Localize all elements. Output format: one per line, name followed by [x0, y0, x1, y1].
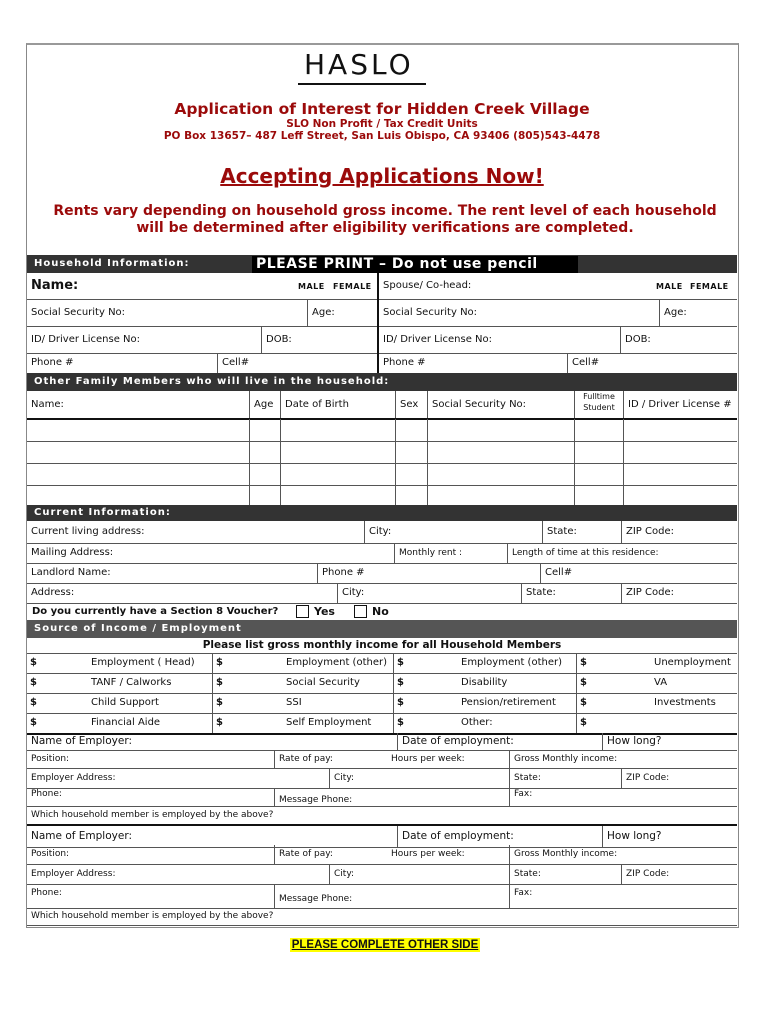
- household-member-employed-field-2-label: Which household member is employed by the above?: [31, 911, 274, 921]
- living-address-field-label: Current living address:: [31, 526, 145, 537]
- form-title: Application of Interest for Hidden Creek Village: [174, 100, 590, 118]
- dob-field-label: DOB:: [266, 334, 292, 345]
- mailing-address-field-label: Mailing Address:: [31, 547, 114, 558]
- employer-state-field-2[interactable]: [510, 864, 622, 884]
- currency-sign: $: [216, 697, 223, 708]
- family-row-2-cell-3[interactable]: [396, 441, 428, 463]
- footer: [0, 933, 770, 952]
- family-row-4-cell-4[interactable]: [428, 485, 575, 505]
- spouse-ssn-field[interactable]: [379, 299, 660, 326]
- spouse-age-field-label: Age:: [664, 307, 687, 318]
- employer-address-row-2: [27, 864, 737, 885]
- family-row-3-cell-3[interactable]: [396, 463, 428, 485]
- family-col-3-label: Sex: [400, 399, 419, 410]
- family-col-3[interactable]: [396, 391, 428, 418]
- male-option-head: MALE: [298, 282, 325, 291]
- monthly-rent-field-label: Monthly rent :: [399, 548, 463, 558]
- income-source-label: Unemployment: [654, 657, 731, 668]
- dob-field[interactable]: [262, 326, 379, 353]
- household-member-employed-field-1-label: Which household member is employed by the above?: [31, 810, 274, 820]
- spouse-dob-field-label: DOB:: [625, 334, 651, 345]
- employer-state-field-1-label: State:: [514, 773, 541, 783]
- family-row-2-cell-6[interactable]: [624, 441, 737, 463]
- income-source-label: Employment (other): [286, 657, 387, 668]
- state-field[interactable]: [543, 521, 622, 543]
- state-field-label: State:: [547, 526, 577, 537]
- employer-phone-row-2: [27, 884, 737, 909]
- currency-sign: $: [30, 677, 37, 688]
- female-option-spouse: FEMALE: [690, 282, 729, 291]
- fax-field-2[interactable]: [510, 884, 737, 908]
- family-row-4-cell-1[interactable]: [250, 485, 281, 505]
- family-col-4-label: Social Security No:: [432, 399, 527, 410]
- family-col-0-label: Name:: [31, 399, 64, 410]
- employer-state-field-1[interactable]: [510, 768, 622, 788]
- female-option-head: FEMALE: [333, 282, 372, 291]
- landlord-address-field-label: Address:: [31, 587, 75, 598]
- employer-address-field-2[interactable]: [27, 864, 330, 884]
- spouse-id-field-label: ID/ Driver License No:: [383, 334, 492, 345]
- hours-per-week-label-2: Hours per week:: [391, 849, 465, 859]
- family-row: [27, 485, 737, 506]
- currency-sign: $: [30, 657, 37, 668]
- position-row-2: [27, 845, 737, 865]
- logo-text: HASLO: [304, 48, 414, 81]
- employer-zip-field-1-label: ZIP Code:: [626, 773, 670, 783]
- position-field-1[interactable]: [27, 750, 275, 768]
- family-row-1-cell-1[interactable]: [250, 419, 281, 441]
- currency-sign: $: [397, 717, 404, 728]
- family-row: [27, 463, 737, 486]
- family-row: [27, 441, 737, 464]
- household-section-header-label: Household Information:: [34, 258, 190, 269]
- currency-sign: $: [30, 717, 37, 728]
- currency-sign: $: [580, 697, 587, 708]
- phone-row: [27, 353, 737, 374]
- gross-income-field-1[interactable]: [510, 750, 737, 768]
- family-row-2-cell-1[interactable]: [250, 441, 281, 463]
- currency-sign: $: [397, 697, 404, 708]
- age-field-label: Age:: [312, 307, 335, 318]
- income-source-label: Social Security: [286, 677, 360, 688]
- income-section-header-label: Source of Income / Employment: [34, 623, 242, 634]
- current-section-header: [27, 505, 737, 521]
- employer-address-row-1: [27, 768, 737, 789]
- family-row-1-cell-4[interactable]: [428, 419, 575, 441]
- spouse-dob-field[interactable]: [621, 326, 737, 353]
- currency-sign: $: [216, 717, 223, 728]
- employer-zip-field-2[interactable]: [622, 864, 737, 884]
- which-member-row-2: [27, 908, 737, 926]
- employer-city-field-1-label: City:: [334, 773, 355, 783]
- family-row-3-cell-2[interactable]: [281, 463, 396, 485]
- income-source-label: Other:: [461, 717, 493, 728]
- id-field-label: ID/ Driver License No:: [31, 334, 140, 345]
- which-member-row-1: [27, 806, 737, 825]
- landlord-cell-field-label: Cell#: [545, 567, 573, 578]
- spouse-phone-field-label: Phone #: [383, 357, 426, 368]
- form-subtitle: SLO Non Profit / Tax Credit Units: [286, 118, 478, 130]
- landlord-zip-field[interactable]: [622, 583, 737, 603]
- family-col-2[interactable]: [281, 391, 396, 418]
- currency-sign: $: [580, 717, 587, 728]
- gross-income-field-2-label: Gross Monthly income:: [514, 849, 618, 859]
- age-field[interactable]: [308, 299, 379, 326]
- employer-city-field-1[interactable]: [330, 768, 510, 788]
- employer-address-field-2-label: Employer Address:: [31, 869, 116, 879]
- family-col-1[interactable]: [250, 391, 281, 418]
- landlord-name-field-label: Landlord Name:: [31, 567, 111, 578]
- cell-field-label: Cell#: [222, 357, 250, 368]
- family-row-4-cell-5[interactable]: [575, 485, 624, 505]
- landlord-row: [27, 563, 737, 584]
- income-section-header: [27, 620, 737, 638]
- family-row-4-cell-2[interactable]: [281, 485, 396, 505]
- employer-zip-field-2-label: ZIP Code:: [626, 869, 670, 879]
- message-phone-field-2[interactable]: [275, 884, 510, 908]
- rent-notice: Rents vary depending on household gross income. The rent level of each household will be determined after eligibility verifications are completed.: [53, 203, 717, 236]
- rate-of-pay-field-1-label: Rate of pay:: [279, 754, 333, 764]
- family-row-1-cell-2[interactable]: [281, 419, 396, 441]
- employer-row-1: [27, 733, 737, 751]
- family-col-4[interactable]: [428, 391, 575, 418]
- employer-state-field-2-label: State:: [514, 869, 541, 879]
- form-address: PO Box 13657– 487 Leff Street, San Luis Obispo, CA 93406 (805)543-4478: [163, 130, 601, 142]
- mailing-address-field[interactable]: [27, 543, 395, 563]
- name-field-label: Name:: [31, 278, 79, 293]
- employment-date-field-1[interactable]: [398, 733, 603, 750]
- family-section-header-label: Other Family Members who will live in the household:: [34, 376, 390, 387]
- family-row: [27, 419, 737, 442]
- employer-name-field-2[interactable]: [27, 826, 398, 847]
- family-row-3-cell-4[interactable]: [428, 463, 575, 485]
- family-col-2-label: Date of Birth: [285, 399, 349, 410]
- income-source-label: SSI: [286, 697, 302, 708]
- employer-city-field-2[interactable]: [330, 864, 510, 884]
- landlord-address-row: [27, 583, 737, 604]
- mailing-row: [27, 543, 737, 564]
- income-source-label: TANF / Calworks: [91, 677, 172, 688]
- currency-sign: $: [580, 657, 587, 668]
- income-instruction-row: [27, 638, 737, 654]
- family-row-3-cell-1[interactable]: [250, 463, 281, 485]
- family-col-1-label: Age: [254, 399, 274, 410]
- logo-underline: [298, 83, 426, 85]
- section8-no-label: No: [372, 605, 389, 618]
- zip-field-label: ZIP Code:: [626, 526, 674, 537]
- section8-yes-checkbox[interactable]: [296, 605, 309, 618]
- family-col-5-label: Fulltime Student: [583, 392, 615, 412]
- landlord-city-field-label: City:: [342, 587, 365, 598]
- message-phone-field-1[interactable]: [275, 788, 510, 806]
- employer-phone-field-2-label: Phone:: [31, 888, 62, 898]
- income-source-label: Investments: [654, 697, 716, 708]
- income-cell-2-1[interactable]: [213, 693, 394, 713]
- family-row-3-cell-6[interactable]: [624, 463, 737, 485]
- income-source-label: Financial Aide: [91, 717, 161, 728]
- city-field[interactable]: [365, 521, 543, 543]
- employer-phone-row-1: [27, 788, 737, 807]
- employer-name-field-1[interactable]: [27, 733, 398, 750]
- family-row-1-cell-6[interactable]: [624, 419, 737, 441]
- how-long-field-2-label: How long?: [607, 830, 662, 842]
- landlord-zip-field-label: ZIP Code:: [626, 587, 674, 598]
- currency-sign: $: [397, 677, 404, 688]
- zip-field[interactable]: [622, 521, 737, 543]
- income-source-label: Self Employment: [286, 717, 372, 728]
- phone-field-label: Phone #: [31, 357, 74, 368]
- landlord-address-field[interactable]: [27, 583, 338, 603]
- income-instruction[interactable]: [27, 638, 737, 653]
- family-row-1-cell-0[interactable]: [27, 419, 250, 441]
- complete-other-side-note: PLEASE COMPLETE OTHER SIDE: [291, 939, 479, 951]
- current-address-row: [27, 521, 737, 544]
- fax-field-1-label: Fax:: [514, 789, 533, 799]
- family-row-2-cell-5[interactable]: [575, 441, 624, 463]
- currency-sign: $: [580, 677, 587, 688]
- spouse-cell-field-label: Cell#: [572, 357, 600, 368]
- landlord-city-field[interactable]: [338, 583, 522, 603]
- employer-phone-field-2[interactable]: [27, 884, 275, 908]
- message-phone-field-2-label: Message Phone:: [279, 894, 353, 904]
- residence-length-field[interactable]: [508, 543, 737, 563]
- landlord-state-field-label: State:: [526, 587, 556, 598]
- income-source-label: Pension/retirement: [461, 697, 556, 708]
- hours-per-week-label-1: Hours per week:: [391, 754, 465, 764]
- id-row: [27, 326, 737, 354]
- haslo-logo: [298, 48, 428, 84]
- spouse-field[interactable]: [379, 273, 737, 299]
- income-source-label: Child Support: [91, 697, 159, 708]
- how-long-field-1-label: How long?: [607, 735, 662, 747]
- family-section-header: [27, 373, 737, 391]
- position-row-1: [27, 750, 737, 769]
- phone-field[interactable]: [27, 353, 218, 373]
- family-row-3-cell-5[interactable]: [575, 463, 624, 485]
- gross-income-field-1-label: Gross Monthly income:: [514, 754, 618, 764]
- family-row-4-cell-6[interactable]: [624, 485, 737, 505]
- family-col-0[interactable]: [27, 391, 250, 418]
- family-row-1-cell-5[interactable]: [575, 419, 624, 441]
- income-cell-3-3[interactable]: [577, 713, 737, 733]
- spouse-phone-field[interactable]: [379, 353, 568, 373]
- spouse-ssn-field-label: Social Security No:: [383, 307, 478, 318]
- position-field-1-label: Position:: [31, 754, 70, 764]
- income-source-label: Employment (other): [461, 657, 562, 668]
- gross-income-field-2[interactable]: [510, 845, 737, 864]
- ssn-field-label: Social Security No:: [31, 307, 126, 318]
- landlord-phone-field[interactable]: [318, 563, 541, 583]
- family-row-4-cell-3[interactable]: [396, 485, 428, 505]
- section8-no-checkbox[interactable]: [354, 605, 367, 618]
- headline: Accepting Applications Now!: [220, 164, 544, 188]
- employer-name-field-1-label: Name of Employer:: [31, 735, 132, 747]
- living-address-field[interactable]: [27, 521, 365, 543]
- income-source-label: Employment ( Head): [91, 657, 195, 668]
- landlord-phone-field-label: Phone #: [322, 567, 365, 578]
- family-row-2-cell-2[interactable]: [281, 441, 396, 463]
- employer-address-field-1-label: Employer Address:: [31, 773, 116, 783]
- employment-date-field-2-label: Date of employment:: [402, 830, 514, 842]
- currency-sign: $: [216, 677, 223, 688]
- family-col-6[interactable]: [624, 391, 737, 418]
- city-field-label: City:: [369, 526, 392, 537]
- income-source-label: VA: [654, 677, 668, 688]
- ssn-field[interactable]: [27, 299, 308, 326]
- employer-address-field-1[interactable]: [27, 768, 330, 788]
- fax-field-2-label: Fax:: [514, 888, 533, 898]
- spouse-id-field[interactable]: [379, 326, 621, 353]
- employer-phone-field-1[interactable]: [27, 788, 275, 806]
- landlord-cell-field[interactable]: [541, 563, 737, 583]
- how-long-field-1[interactable]: [603, 733, 737, 750]
- ssn-row: [27, 299, 737, 327]
- currency-sign: $: [216, 657, 223, 668]
- employment-date-field-2[interactable]: [398, 826, 603, 847]
- household-member-employed-field-2[interactable]: [27, 908, 737, 925]
- fax-field-1[interactable]: [510, 788, 737, 806]
- income-instruction-label: Please list gross monthly income for all Household Members: [202, 639, 562, 651]
- spouse-age-field[interactable]: [660, 299, 737, 326]
- section8-yes-label: Yes: [314, 605, 335, 618]
- currency-sign: $: [30, 697, 37, 708]
- how-long-field-2[interactable]: [603, 826, 737, 847]
- position-field-2-label: Position:: [31, 849, 70, 859]
- currency-sign: $: [397, 657, 404, 668]
- spouse-field-label: Spouse/ Co-head:: [383, 280, 472, 291]
- family-row-2-cell-0[interactable]: [27, 441, 250, 463]
- employer-city-field-2-label: City:: [334, 869, 355, 879]
- employer-zip-field-1[interactable]: [622, 768, 737, 788]
- family-row-3-cell-0[interactable]: [27, 463, 250, 485]
- income-source-label: Disability: [461, 677, 508, 688]
- landlord-name-field[interactable]: [27, 563, 318, 583]
- position-field-2[interactable]: [27, 845, 275, 864]
- family-col-5[interactable]: [575, 391, 624, 418]
- print-notice: PLEASE PRINT – Do not use pencil: [252, 256, 578, 273]
- employer-phone-field-1-label: Phone:: [31, 789, 62, 799]
- section8-question: Do you currently have a Section 8 Voucher?: [32, 606, 279, 617]
- male-option-spouse: MALE: [656, 282, 683, 291]
- rate-of-pay-field-2-label: Rate of pay:: [279, 849, 333, 859]
- name-row: [27, 273, 737, 300]
- name-field[interactable]: [27, 273, 379, 299]
- current-section-header-label: Current Information:: [34, 507, 171, 518]
- household-member-employed-field-1[interactable]: [27, 806, 737, 824]
- family-row-4-cell-0[interactable]: [27, 485, 250, 505]
- landlord-state-field[interactable]: [522, 583, 622, 603]
- residence-length-field-label: Length of time at this residence:: [512, 548, 659, 558]
- message-phone-field-1-label: Message Phone:: [279, 795, 353, 805]
- monthly-rent-field[interactable]: [395, 543, 508, 563]
- employment-date-field-1-label: Date of employment:: [402, 735, 514, 747]
- family-row-2-cell-4[interactable]: [428, 441, 575, 463]
- employer-name-field-2-label: Name of Employer:: [31, 830, 132, 842]
- id-field[interactable]: [27, 326, 262, 353]
- family-row-1-cell-3[interactable]: [396, 419, 428, 441]
- family-header-row: [27, 391, 737, 420]
- family-col-6-label: ID / Driver License #: [628, 399, 732, 410]
- spouse-cell-field[interactable]: [568, 353, 737, 373]
- cell-field[interactable]: [218, 353, 379, 373]
